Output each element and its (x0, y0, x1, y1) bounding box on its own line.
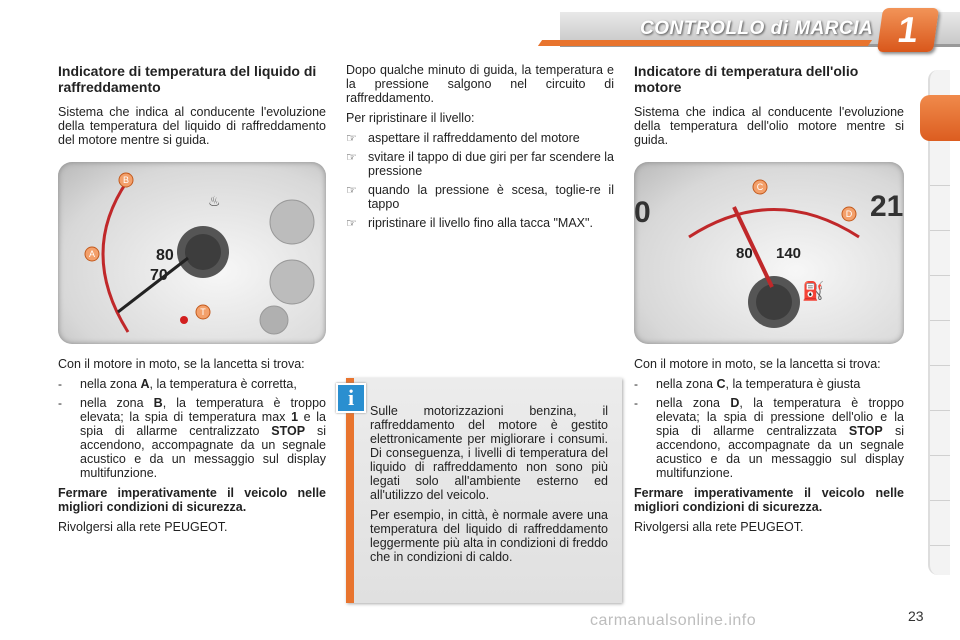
oil-gauge-image (634, 162, 904, 344)
restore-steps (346, 131, 614, 230)
chapter-tabs (928, 70, 950, 575)
gauge-marker-a: A (88, 249, 96, 259)
pointer-icon: ☞ (346, 150, 357, 164)
coolant-gauge-image (58, 162, 326, 344)
restore-intro: Dopo qualche minuto di guida, la temperatura e la pressione salgono nel circuito di raffreddamento. (346, 63, 614, 105)
gauge-marker-c: C (756, 182, 764, 192)
info-box-text (370, 404, 608, 570)
pointer-icon: ☞ (346, 183, 357, 197)
info-paragraph-1: Sulle motorizzazioni benzina, il raffreddamento del motore è gestito elettronicamente per migliorare i consumi. Di conseguenza, i livelli di temperatura del liquido di raffreddamento non sono più legati solo all'ambiente esterno ed all'utilizzo del veicolo. (370, 404, 608, 502)
gauge-marker-b: B (122, 175, 130, 185)
coolant-heading: Indicatore di temperatura del liquido di raffreddamento (58, 63, 317, 95)
oil-intro: Sistema che indica al conducente l'evoluzione della temperatura dell'olio motore mentre si guida. (634, 105, 904, 147)
info-box (346, 378, 622, 603)
restore-step: ☞ svitare il tappo di due giri per far scendere la pressione (346, 150, 614, 178)
coolant-warning: Fermare imperativamente il veicolo nelle migliori condizioni di sicurezza. (58, 486, 326, 514)
restore-step: ☞ ripristinare il livello fino alla tacca "MAX". (346, 216, 593, 230)
coolant-intro: Sistema che indica al conducente l'evoluzione della temperatura del liquido di raffreddamento del motore mentre si guida. (58, 105, 326, 147)
oil-zones (634, 357, 904, 540)
gauge-right-digits: 21 (870, 190, 904, 223)
gauge-label-80: 80 (156, 247, 174, 264)
header-accent-stripe (538, 40, 872, 46)
coolant-zone-a: - nella zona A, la temperatura è corretta, (58, 377, 297, 391)
oil-can-icon: ⛽ (802, 281, 825, 301)
coolant-zone-b: - nella zona B, la temperatura è troppo elevata; la spia di temperatura max 1 e la spia di allarme centralizzato STOP si accendono, accompagnate da un segnale acustico e da un messaggio sul display multifunzione. (58, 396, 327, 480)
oil-zone-c: - nella zona C, la temperatura è giusta (634, 377, 861, 391)
watermark: carmanualsonline.info (590, 612, 757, 629)
gauge-marker-d: D (845, 209, 853, 219)
gauge-label-140: 140 (776, 245, 802, 262)
column-oil (634, 63, 904, 153)
oil-contact: Rivolgersi alla rete PEUGEOT. (634, 520, 804, 534)
info-paragraph-2: Per esempio, in città, è normale avere una temperatura del liquido di raffreddamento leggermente più alta in condizioni di freddo che in condizioni di caldo. (370, 508, 608, 564)
restore-step: ☞ quando la pressione è scesa, toglie-re il tappo (346, 183, 614, 211)
column-restore (346, 63, 614, 236)
coolant-zones (58, 357, 326, 540)
coolant-gauge-graphic (58, 162, 326, 344)
coolant-after-gauge: Con il motore in moto, se la lancetta si trova: (58, 357, 305, 371)
oil-after-gauge: Con il motore in moto, se la lancetta si trova: (634, 357, 881, 371)
restore-heading: Per ripristinare il livello: (346, 111, 475, 125)
gauge-left-digit: 0 (634, 196, 651, 229)
section-title: CONTROLLO di MARCIA (640, 18, 874, 39)
page-number: 23 (908, 608, 924, 624)
oil-heading: Indicatore di temperatura dell'olio motore (634, 63, 859, 95)
oil-zone-list (634, 377, 904, 480)
oil-warning: Fermare imperativamente il veicolo nelle migliori condizioni di sicurezza. (634, 486, 904, 514)
pointer-icon: ☞ (346, 131, 357, 145)
gauge-marker-t: T (200, 307, 206, 317)
chapter-badge: 1 (877, 8, 939, 52)
oil-zone-d: - nella zona D, la temperatura è troppo elevata; la spia di pressione dell'olio e la spia di allarme centralizzata STOP si accendono, accompagnate da un segnale acustico e da un messaggio sul display multifunzione. (634, 396, 904, 480)
coolant-icon: ♨ (208, 193, 221, 209)
coolant-zone-list (58, 377, 326, 480)
column-coolant (58, 63, 326, 153)
gauge-label-80: 80 (736, 245, 753, 262)
oil-gauge-graphic (634, 162, 904, 344)
coolant-contact: Rivolgersi alla rete PEUGEOT. (58, 520, 228, 534)
gauge-label-70: 70 (150, 267, 168, 284)
chapter-tab-active[interactable] (920, 95, 960, 141)
restore-step: ☞ aspettare il raffreddamento del motore (346, 131, 580, 145)
info-icon: i (336, 383, 366, 413)
pointer-icon: ☞ (346, 216, 357, 230)
page-header (0, 0, 960, 56)
